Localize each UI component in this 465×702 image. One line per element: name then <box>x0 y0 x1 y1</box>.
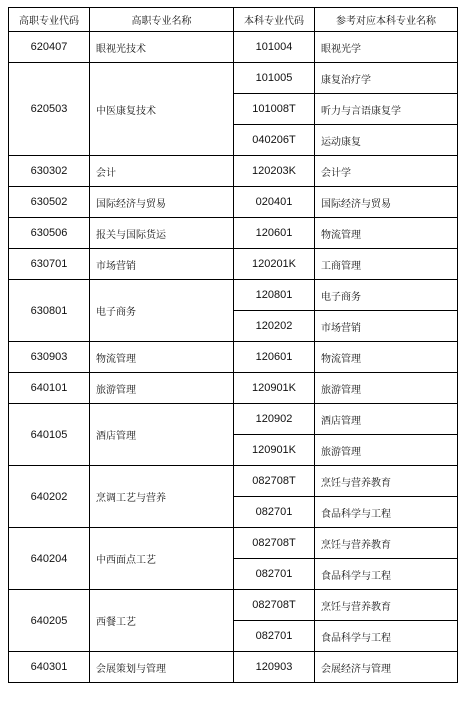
undergrad-name-cell: 食品科学与工程 <box>315 621 458 652</box>
vocational-name-cell: 旅游管理 <box>90 373 234 404</box>
vocational-name-cell: 烹调工艺与营养 <box>90 466 234 528</box>
undergrad-name-cell: 听力与言语康复学 <box>315 94 458 125</box>
vocational-name-cell: 眼视光技术 <box>90 32 234 63</box>
undergrad-code-cell: 101008T <box>234 94 315 125</box>
vocational-code-cell: 630506 <box>9 218 90 249</box>
vocational-code-cell: 630701 <box>9 249 90 280</box>
table-row <box>9 249 458 280</box>
table-row <box>9 32 458 63</box>
vocational-name-cell: 物流管理 <box>90 342 234 373</box>
undergrad-code-cell: 120901K <box>234 435 315 466</box>
vocational-name-cell: 中西面点工艺 <box>90 528 234 590</box>
undergrad-name-cell: 市场营销 <box>315 311 458 342</box>
undergrad-name-cell: 酒店管理 <box>315 404 458 435</box>
header-undergrad-code: 本科专业代码 <box>234 8 315 32</box>
vocational-code-cell: 640205 <box>9 590 90 652</box>
header-undergrad-name: 参考对应本科专业名称 <box>315 8 458 32</box>
undergrad-name-cell: 国际经济与贸易 <box>315 187 458 218</box>
table-row <box>9 187 458 218</box>
undergrad-code-cell: 082708T <box>234 466 315 497</box>
undergrad-name-cell: 烹饪与营养教育 <box>315 466 458 497</box>
undergrad-code-cell: 082701 <box>234 497 315 528</box>
table-row <box>9 528 458 559</box>
undergrad-name-cell: 物流管理 <box>315 342 458 373</box>
vocational-name-cell: 电子商务 <box>90 280 234 342</box>
undergrad-code-cell: 082701 <box>234 621 315 652</box>
undergrad-code-cell: 082701 <box>234 559 315 590</box>
undergrad-name-cell: 康复治疗学 <box>315 63 458 94</box>
vocational-code-cell: 620407 <box>9 32 90 63</box>
undergrad-name-cell: 食品科学与工程 <box>315 497 458 528</box>
vocational-code-cell: 630903 <box>9 342 90 373</box>
header-row <box>9 8 458 32</box>
undergrad-name-cell: 眼视光学 <box>315 32 458 63</box>
table-row <box>9 466 458 497</box>
table-row <box>9 218 458 249</box>
vocational-code-cell: 640202 <box>9 466 90 528</box>
vocational-code-cell: 630302 <box>9 156 90 187</box>
undergrad-name-cell: 会展经济与管理 <box>315 652 458 683</box>
vocational-name-cell: 中医康复技术 <box>90 63 234 156</box>
vocational-name-cell: 市场营销 <box>90 249 234 280</box>
header-vocational-code: 高职专业代码 <box>9 8 90 32</box>
undergrad-code-cell: 120601 <box>234 218 315 249</box>
undergrad-code-cell: 120902 <box>234 404 315 435</box>
undergrad-code-cell: 082708T <box>234 528 315 559</box>
undergrad-code-cell: 120901K <box>234 373 315 404</box>
table-row <box>9 280 458 311</box>
table-row <box>9 373 458 404</box>
vocational-name-cell: 会计 <box>90 156 234 187</box>
undergrad-code-cell: 120203K <box>234 156 315 187</box>
undergrad-name-cell: 物流管理 <box>315 218 458 249</box>
undergrad-name-cell: 烹饪与营养教育 <box>315 528 458 559</box>
undergrad-code-cell: 082708T <box>234 590 315 621</box>
table-row <box>9 590 458 621</box>
vocational-name-cell: 酒店管理 <box>90 404 234 466</box>
undergrad-name-cell: 旅游管理 <box>315 373 458 404</box>
undergrad-code-cell: 120201K <box>234 249 315 280</box>
undergrad-code-cell: 101005 <box>234 63 315 94</box>
vocational-name-cell: 国际经济与贸易 <box>90 187 234 218</box>
undergrad-name-cell: 烹饪与营养教育 <box>315 590 458 621</box>
table-header <box>9 8 458 32</box>
vocational-code-cell: 640204 <box>9 528 90 590</box>
undergrad-name-cell: 旅游管理 <box>315 435 458 466</box>
vocational-name-cell: 报关与国际货运 <box>90 218 234 249</box>
undergrad-code-cell: 101004 <box>234 32 315 63</box>
vocational-code-cell: 630801 <box>9 280 90 342</box>
vocational-name-cell: 会展策划与管理 <box>90 652 234 683</box>
undergrad-name-cell: 食品科学与工程 <box>315 559 458 590</box>
undergrad-code-cell: 040206T <box>234 125 315 156</box>
table-row <box>9 342 458 373</box>
vocational-code-cell: 640105 <box>9 404 90 466</box>
undergrad-name-cell: 工商管理 <box>315 249 458 280</box>
undergrad-code-cell: 020401 <box>234 187 315 218</box>
table-row <box>9 63 458 94</box>
vocational-name-cell: 西餐工艺 <box>90 590 234 652</box>
table-row <box>9 652 458 683</box>
undergrad-name-cell: 运动康复 <box>315 125 458 156</box>
undergrad-code-cell: 120601 <box>234 342 315 373</box>
header-vocational-name: 高职专业名称 <box>90 8 234 32</box>
vocational-code-cell: 640101 <box>9 373 90 404</box>
vocational-code-cell: 630502 <box>9 187 90 218</box>
undergrad-code-cell: 120903 <box>234 652 315 683</box>
undergrad-code-cell: 120202 <box>234 311 315 342</box>
undergrad-name-cell: 会计学 <box>315 156 458 187</box>
table-row <box>9 156 458 187</box>
undergrad-name-cell: 电子商务 <box>315 280 458 311</box>
vocational-code-cell: 640301 <box>9 652 90 683</box>
table-row <box>9 404 458 435</box>
table-body <box>9 32 458 683</box>
undergrad-code-cell: 120801 <box>234 280 315 311</box>
vocational-code-cell: 620503 <box>9 63 90 156</box>
major-correspondence-table <box>8 7 458 683</box>
